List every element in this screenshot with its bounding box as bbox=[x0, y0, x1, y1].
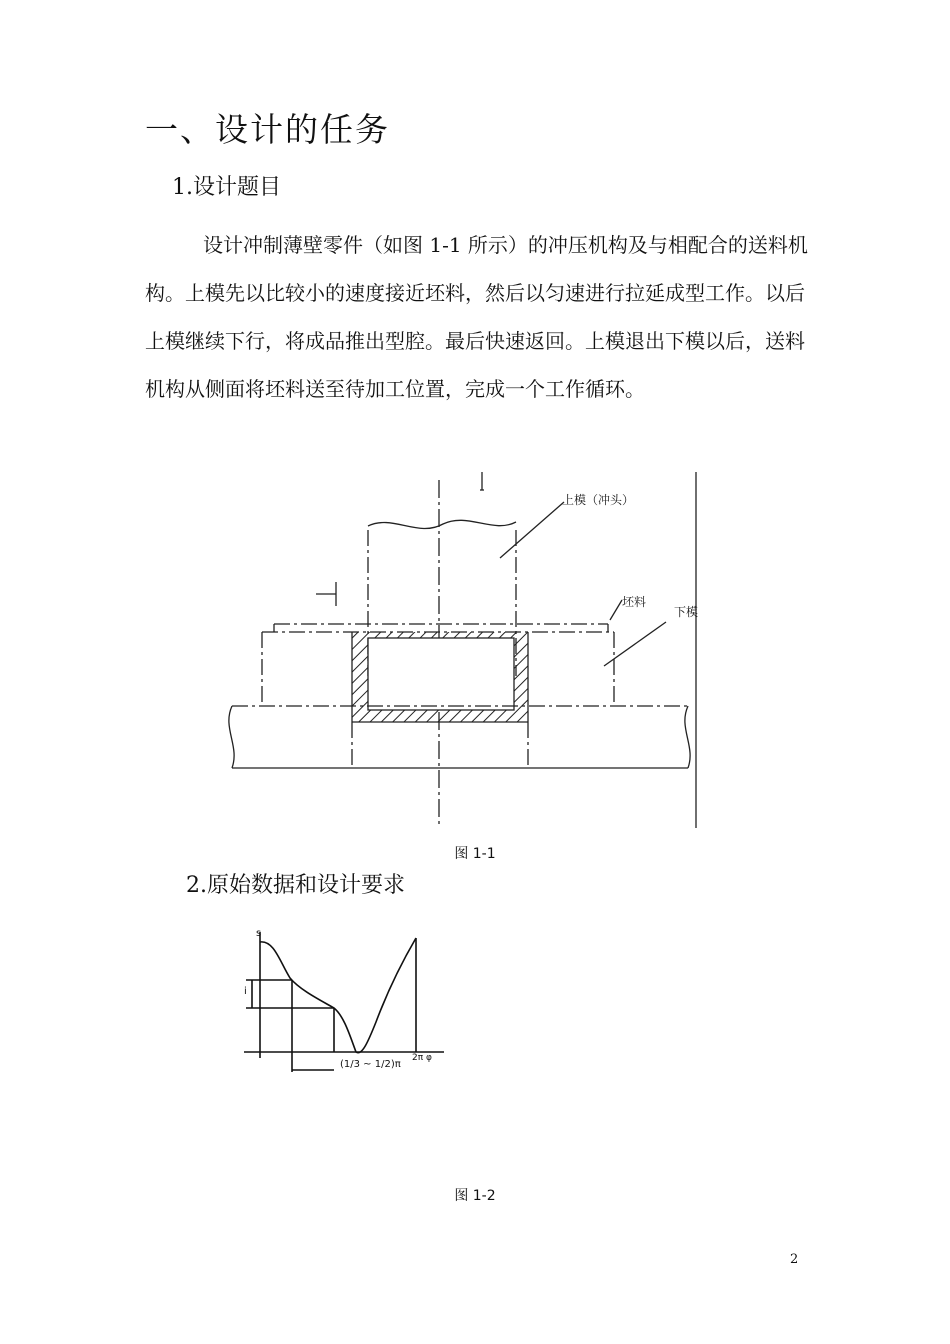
design-topic-paragraph bbox=[145, 221, 809, 413]
subsection-title-requirements: 2.原始数据和设计要求 bbox=[186, 873, 405, 898]
motion-curve-figure bbox=[238, 924, 458, 1082]
figure-caption-1-2: 图 1-2 bbox=[454, 1188, 496, 1204]
lower-die-label: 下模 bbox=[674, 605, 699, 619]
page-number: 2 bbox=[790, 1252, 799, 1267]
blank-label: 坯料 bbox=[622, 595, 647, 609]
stamping-die-figure bbox=[218, 466, 700, 832]
paragraph-text: 设计冲制薄壁零件（如图 1-1 所示）的冲压机构及与相配合的送料机构。上模先以比较小的速度接近坯料，然后以匀速进行拉延成型工作。以后上模继续下行，将成品推出型腔。最后快速返回。上模退出下模以后，送料机构从侧面将坯料送至待加工位置，完成一个工作循环。 bbox=[145, 233, 808, 401]
upper-die-label: 上模（冲头） bbox=[562, 493, 635, 507]
section-heading: 一、设计的任务 bbox=[145, 110, 390, 149]
i-axis-label: i bbox=[244, 986, 247, 997]
x-end-label: 2π φ bbox=[412, 1053, 432, 1063]
range-label: (1/3 ~ 1/2)π bbox=[340, 1059, 401, 1070]
s-axis-label: s bbox=[256, 928, 262, 939]
subsection-title-design-topic: 1.设计题目 bbox=[172, 175, 281, 200]
displacement-curve bbox=[260, 938, 416, 1053]
figure-caption-1-1: 图 1-1 bbox=[454, 846, 496, 862]
punch-break-line bbox=[368, 520, 516, 528]
